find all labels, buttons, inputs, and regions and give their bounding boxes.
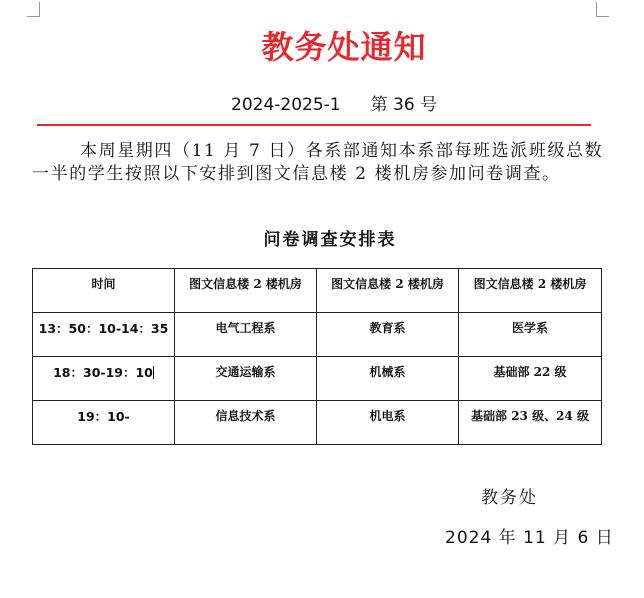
- notice-title: 教务处通知: [261, 28, 427, 66]
- schedule-table[interactable]: [32, 268, 602, 445]
- table-cell[interactable]: 电气工程系: [175, 313, 317, 357]
- table-cell[interactable]: 教育系: [317, 313, 459, 357]
- notice-issue-line: [231, 90, 437, 115]
- table-header-row: [33, 269, 602, 313]
- time-cell[interactable]: 19：10-: [33, 401, 175, 445]
- time-cell-text: 18：30-19：10: [53, 365, 153, 380]
- table-row: [33, 401, 602, 445]
- header-cell[interactable]: 时间: [33, 269, 175, 313]
- term-label: 2024-2025-1: [231, 95, 341, 115]
- schedule-title: 问卷调查安排表: [263, 230, 397, 250]
- time-cell-editing[interactable]: [33, 357, 175, 401]
- header-cell[interactable]: 图文信息楼 2 楼机房: [175, 269, 317, 313]
- table-cell[interactable]: 医学系: [459, 313, 602, 357]
- header-cell[interactable]: 图文信息楼 2 楼机房: [317, 269, 459, 313]
- table-cell[interactable]: 基础部 22 级: [459, 357, 602, 401]
- page-corner-mark: [596, 2, 609, 17]
- table-cell[interactable]: 基础部 23 级、24 级: [459, 401, 602, 445]
- header-cell[interactable]: 图文信息楼 2 楼机房: [459, 269, 602, 313]
- time-cell[interactable]: 13：50：10-14：35: [33, 313, 175, 357]
- notice-body[interactable]: 本周星期四（11 月 7 日）各系部通知本系部每班选派班级总数一半的学生按照以下安排到图文信息楼 2 楼机房参加问卷调查。: [32, 141, 604, 184]
- table-row: [33, 357, 602, 401]
- page-corner-mark: [27, 2, 40, 17]
- table-cell[interactable]: 交通运输系: [175, 357, 317, 401]
- table-row: [33, 313, 602, 357]
- red-divider: [37, 124, 591, 126]
- table-cell[interactable]: 机械系: [317, 357, 459, 401]
- issue-number: 第 36 号: [370, 95, 438, 115]
- table-cell[interactable]: 机电系: [317, 401, 459, 445]
- table-cell[interactable]: 信息技术系: [175, 401, 317, 445]
- text-cursor: [153, 366, 154, 379]
- signature-office: 教务处: [481, 488, 538, 508]
- signature-date: 2024 年 11 月 6 日: [445, 528, 614, 548]
